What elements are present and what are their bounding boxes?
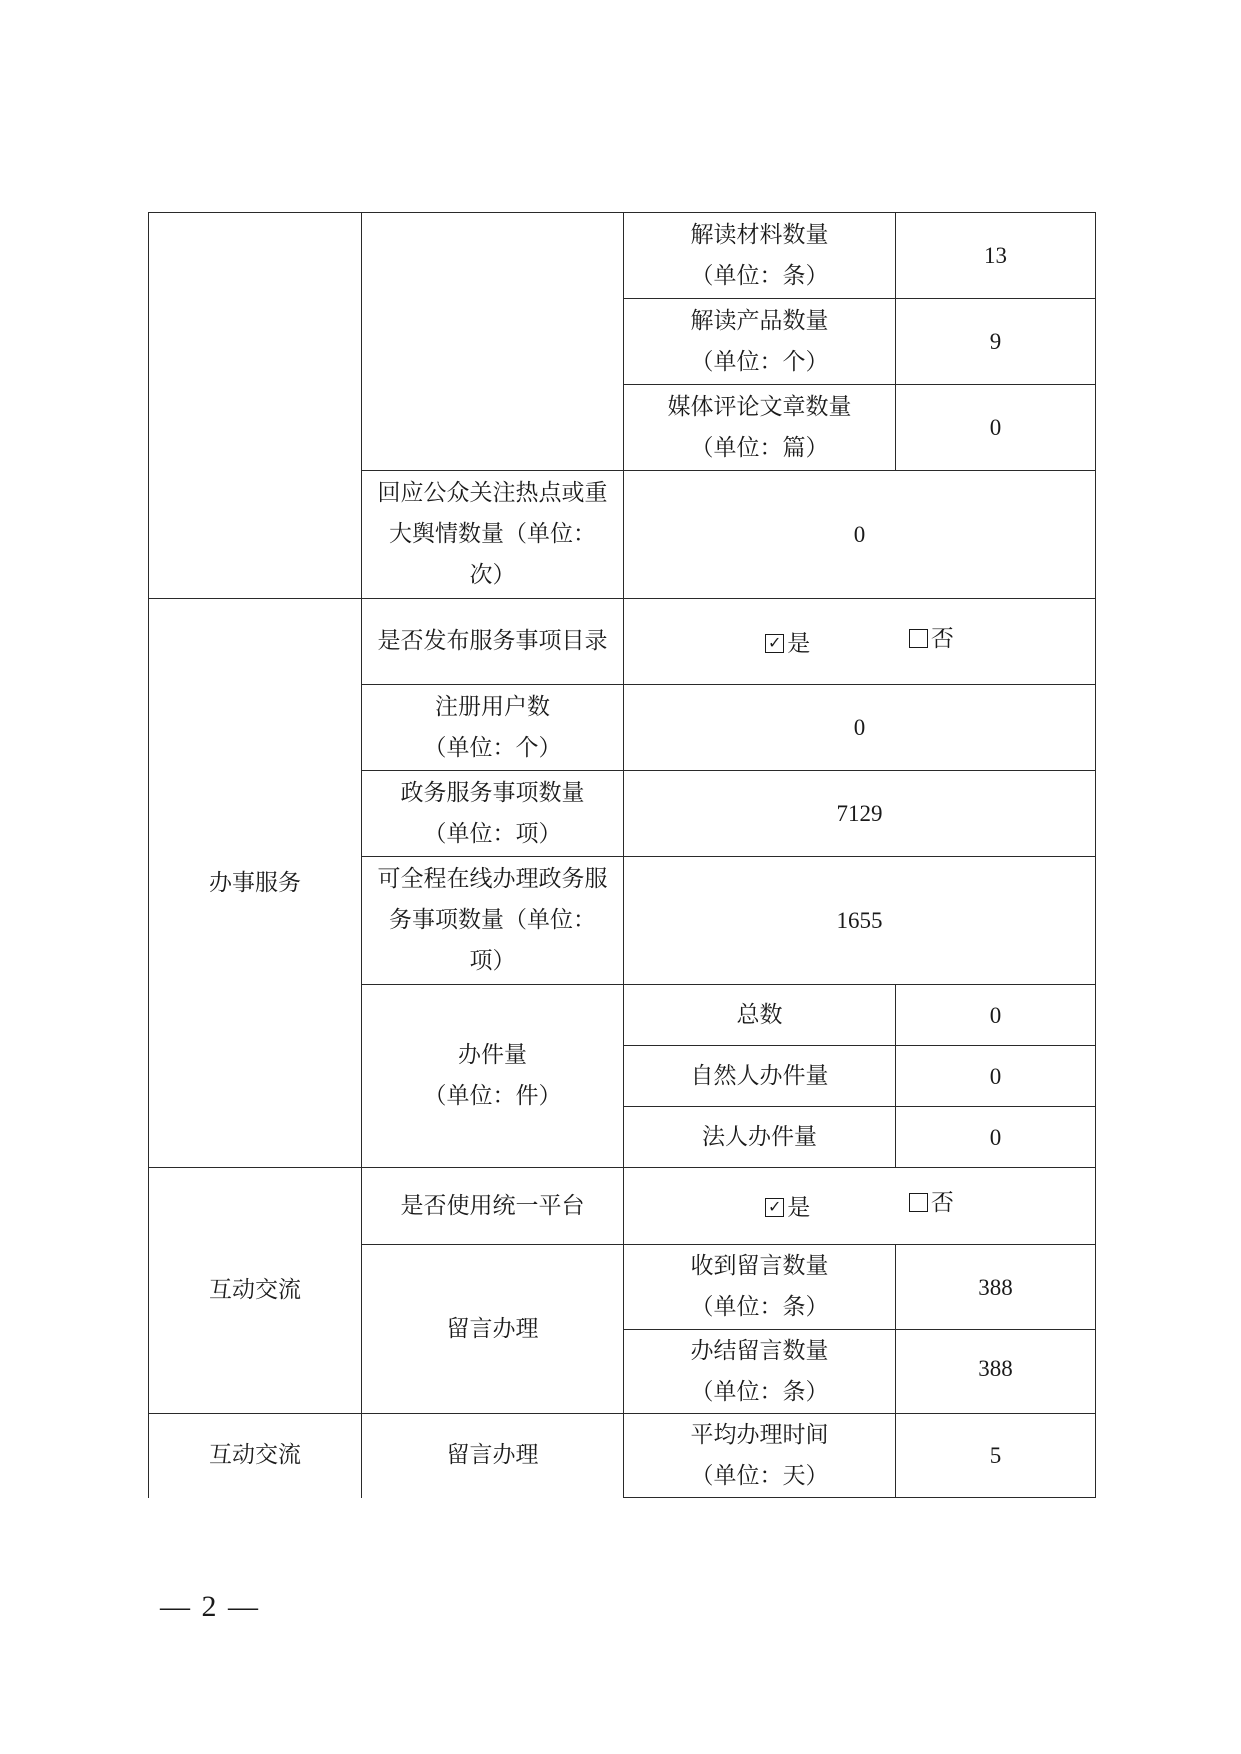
checkbox-yes[interactable]: ✓ 是 [765, 1188, 810, 1229]
report-table [148, 212, 1096, 1498]
row-label: 自然人办件量 [624, 1046, 896, 1107]
table-row [149, 1168, 1096, 1245]
row-value: 0 [896, 1046, 1096, 1107]
row-label: 注册用户数 （单位：个） [362, 685, 624, 771]
checked-box-icon: ✓ [765, 1198, 784, 1217]
page-number: — 2 — [160, 1590, 260, 1623]
row-label: 可全程在线办理政务服务事项数量（单位：项） [362, 857, 624, 985]
table-row [149, 213, 1096, 299]
table-row [149, 1414, 1096, 1498]
row-label: 解读产品数量 （单位：个） [624, 299, 896, 385]
row-label: 平均办理时间 （单位：天） [624, 1414, 896, 1498]
row-label: 办结留言数量 （单位：条） [624, 1330, 896, 1414]
table-row [149, 599, 1096, 685]
row-label: 解读材料数量 （单位：条） [624, 213, 896, 299]
checkbox-no[interactable]: 否 [909, 1183, 954, 1224]
row-label: 回应公众关注热点或重大舆情数量（单位：次） [362, 471, 624, 599]
row-value: 0 [896, 985, 1096, 1046]
section-cell-empty [149, 213, 362, 599]
row-label: 法人办件量 [624, 1107, 896, 1168]
row-value: 5 [896, 1414, 1096, 1498]
section-label: 互动交流 [149, 1414, 362, 1498]
row-value: 1655 [624, 857, 1096, 985]
row-value: 0 [896, 385, 1096, 471]
row-label: 收到留言数量 （单位：条） [624, 1245, 896, 1330]
row-label: 媒体评论文章数量 （单位：篇） [624, 385, 896, 471]
checked-box-icon: ✓ [765, 634, 784, 653]
row-value: 0 [624, 685, 1096, 771]
row-label: 政务服务事项数量 （单位：项） [362, 771, 624, 857]
subsection-cell-empty [362, 213, 624, 471]
row-value: 9 [896, 299, 1096, 385]
checkbox-no[interactable]: 否 [909, 619, 954, 660]
section-label: 办事服务 [149, 599, 362, 1168]
row-value: 13 [896, 213, 1096, 299]
empty-box-icon [909, 1193, 928, 1212]
row-value: 7129 [624, 771, 1096, 857]
empty-box-icon [909, 629, 928, 648]
row-label: 留言办理 [362, 1245, 624, 1414]
row-label: 是否使用统一平台 [362, 1168, 624, 1245]
row-label: 总数 [624, 985, 896, 1046]
checkbox-yes[interactable]: ✓ 是 [765, 624, 810, 665]
checkbox-group [624, 1168, 1096, 1245]
row-value: 0 [624, 471, 1096, 599]
row-label: 是否发布服务事项目录 [362, 599, 624, 685]
row-label: 办件量 （单位：件） [362, 985, 624, 1168]
checkbox-group [624, 599, 1096, 685]
row-label: 留言办理 [362, 1414, 624, 1498]
row-value: 0 [896, 1107, 1096, 1168]
row-value: 388 [896, 1245, 1096, 1330]
row-value: 388 [896, 1330, 1096, 1414]
section-label: 互动交流 [149, 1168, 362, 1414]
